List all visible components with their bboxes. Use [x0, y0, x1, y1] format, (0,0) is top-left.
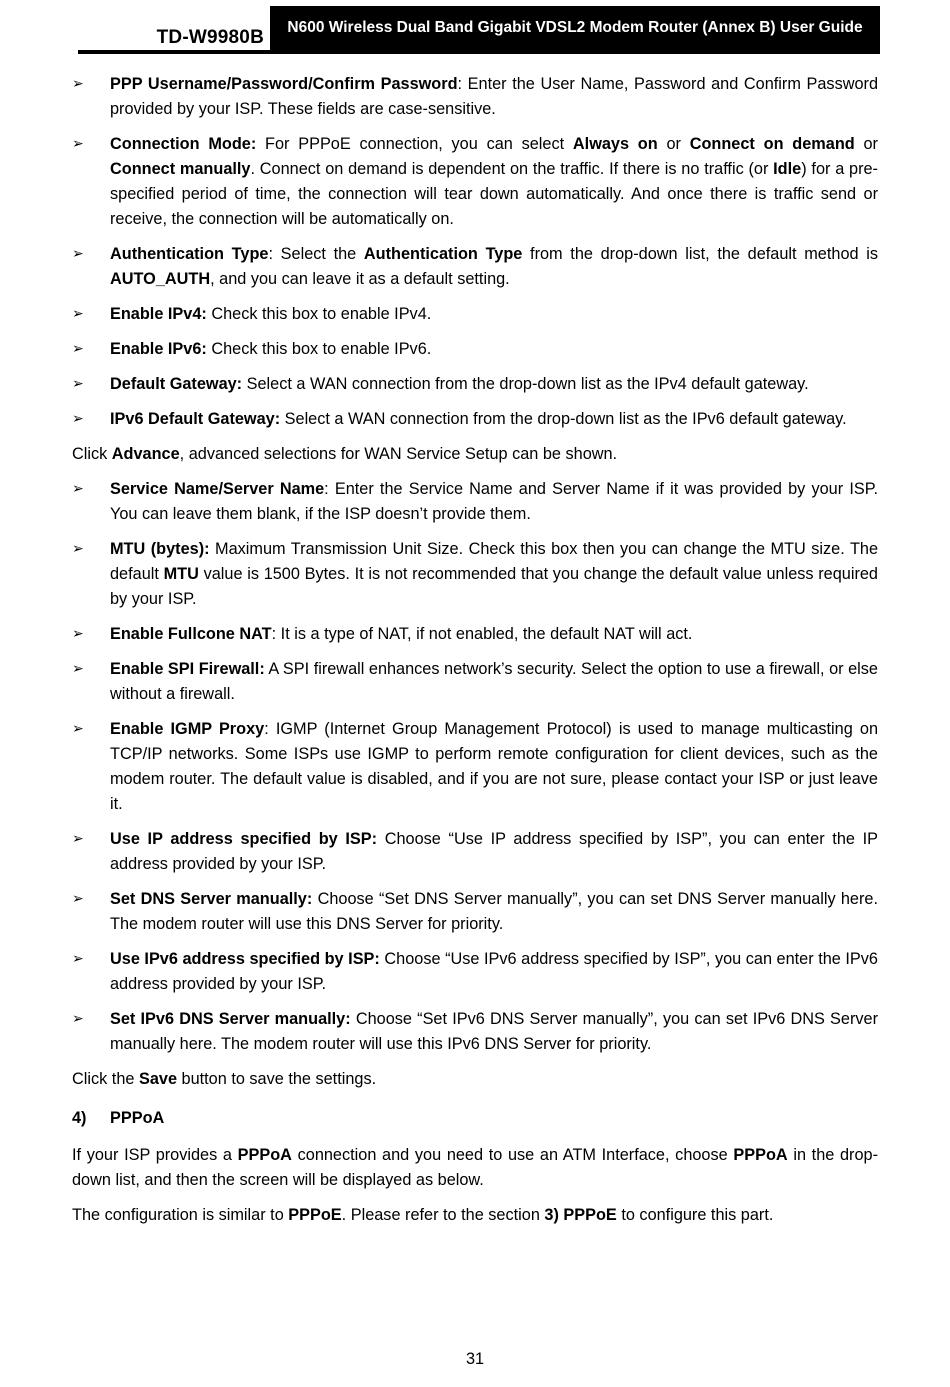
bold-text-run: Use IP address specified by ISP: [110, 830, 378, 848]
bullet-text [110, 827, 878, 877]
bullet-text [110, 407, 878, 432]
bullet-item [72, 337, 878, 362]
text-run: , advanced selections for WAN Service Setup can be shown. [179, 445, 618, 463]
bullet-arrow-icon: ➢ [72, 541, 84, 557]
bullet-item [72, 242, 878, 292]
bullet-item [72, 132, 878, 232]
bold-text-run: PPPoA [237, 1146, 292, 1164]
bullet-text [110, 537, 878, 612]
bullet-arrow-icon: ➢ [72, 721, 84, 737]
text-run: Select a WAN connection from the drop-down list as the IPv6 default gateway. [280, 410, 847, 428]
header-title: N600 Wireless Dual Band Gigabit VDSL2 Modem Router (Annex B) User Guide [287, 19, 863, 36]
bold-text-run: Authentication Type [363, 245, 523, 263]
paragraph [72, 1067, 878, 1092]
bold-text-run: Advance [111, 445, 180, 463]
bold-text-run: Enable SPI Firewall: [110, 660, 265, 678]
bullet-item [72, 827, 878, 877]
bullet-arrow-icon: ➢ [72, 481, 84, 497]
bullet-arrow-icon: ➢ [72, 136, 84, 152]
text-run: : Enter the Service Name and Server Name if it was provided by your ISP. You can leave them blank, if the ISP doesn’t provide them. [110, 480, 878, 523]
text-run: Check this box to enable IPv6. [206, 340, 432, 358]
bold-text-run: Set DNS Server manually: [110, 890, 313, 908]
bold-text-run: Enable IPv6: [110, 340, 207, 358]
text-run: The configuration is similar to [72, 1206, 289, 1224]
document-content [72, 72, 878, 1238]
bold-text-run: Service Name/Server Name [110, 480, 325, 498]
text-run: Check this box to enable IPv4. [206, 305, 432, 323]
paragraph [72, 1203, 878, 1228]
bold-text-run: Set IPv6 DNS Server manually: [110, 1010, 351, 1028]
bold-text-run: Default Gateway: [110, 375, 243, 393]
bold-text-run: PPP Username/Password/Confirm Password [110, 75, 458, 93]
header-model-number: TD-W9980B [156, 27, 264, 48]
text-run: or [657, 135, 690, 153]
bold-text-run: Always on [572, 135, 658, 153]
text-run: Click the [72, 1070, 139, 1088]
text-run: Maximum Transmission Unit Size. Check this box then you can change the MTU size. The default [110, 540, 879, 583]
bullet-arrow-icon: ➢ [72, 831, 84, 847]
text-run: ) for a pre-specified period of time, the connection will tear down automatically. And once there is traffic send or receive, the connection will be automatically on. [110, 160, 878, 228]
text-run: For PPPoE connection, you can select [256, 135, 573, 153]
bullet-arrow-icon: ➢ [72, 626, 84, 642]
text-run: A SPI firewall enhances network’s security. Select the option to use a firewall, or else without a firewall. [110, 660, 878, 703]
bullet-arrow-icon: ➢ [72, 246, 84, 262]
bullet-item [72, 887, 878, 937]
bullet-arrow-icon: ➢ [72, 1011, 84, 1027]
bullet-text [110, 132, 878, 232]
bullet-item [72, 622, 878, 647]
text-run: . Connect on demand is dependent on the traffic. If there is no traffic (or [250, 160, 774, 178]
bold-text-run: MTU [163, 565, 199, 583]
page-number: 31 [465, 1350, 485, 1368]
bold-text-run: IPv6 Default Gateway: [110, 410, 281, 428]
bold-text-run: Enable Fullcone NAT [110, 625, 272, 643]
bullet-arrow-icon: ➢ [72, 76, 84, 92]
bold-text-run: Idle [773, 160, 802, 178]
text-run: or [854, 135, 878, 153]
text-run: to configure this part. [616, 1206, 774, 1224]
heading-label: PPPoA [110, 1109, 165, 1127]
bullet-text [110, 302, 878, 327]
bullet-text [110, 1007, 878, 1057]
bold-text-run: 3) PPPoE [544, 1206, 617, 1224]
bullet-item [72, 657, 878, 707]
section-heading [72, 1106, 878, 1131]
text-run: Choose “Use IP address specified by ISP”, you can enter the IP address provided by your ISP. [110, 830, 879, 873]
bullet-arrow-icon: ➢ [72, 661, 84, 677]
bullet-text [110, 657, 878, 707]
bullet-text [110, 372, 878, 397]
bold-text-run: MTU (bytes): [110, 540, 210, 558]
bullet-item [72, 302, 878, 327]
bold-text-run: PPPoE [288, 1206, 342, 1224]
bullet-text [110, 242, 878, 292]
bullet-text [110, 887, 878, 937]
bullet-text [110, 72, 878, 122]
text-run: : IGMP (Internet Group Management Protocol) is used to manage multicasting on TCP/IP networks. Some ISPs use IGMP to perform remote configuration for client devices, such as the modem router. The default value is disabled, and if you are not sure, please contact your ISP or just leave it. [110, 720, 878, 813]
text-run: Choose “Set IPv6 DNS Server manually”, you can set IPv6 DNS Server manually here. The modem router will use this IPv6 DNS Server for priority. [110, 1010, 878, 1053]
bold-text-run: Authentication Type [110, 245, 269, 263]
page-footer [0, 1350, 950, 1369]
text-run: Select a WAN connection from the drop-down list as the IPv4 default gateway. [242, 375, 809, 393]
bold-text-run: Connect manually [110, 160, 251, 178]
text-run: from the drop-down list, the default method is [522, 245, 878, 263]
bullet-arrow-icon: ➢ [72, 891, 84, 907]
text-run: If your ISP provides a [72, 1146, 238, 1164]
bullet-item [72, 947, 878, 997]
bullet-text [110, 717, 878, 817]
bullet-arrow-icon: ➢ [72, 376, 84, 392]
header-title-bar [270, 6, 880, 50]
bullet-item [72, 372, 878, 397]
text-run: : Select the [268, 245, 364, 263]
bold-text-run: Enable IGMP Proxy [110, 720, 265, 738]
text-run: button to save the settings. [177, 1070, 377, 1088]
text-run: value is 1500 Bytes. It is not recommended that you change the default value unless required by your ISP. [110, 565, 878, 608]
bullet-item [72, 72, 878, 122]
text-run: : Enter the User Name, Password and Confirm Password provided by your ISP. These fields are case-sensitive. [110, 75, 878, 118]
text-run: , and you can leave it as a default setting. [210, 270, 510, 288]
bold-text-run: Connection Mode: [110, 135, 257, 153]
text-run: Choose “Use IPv6 address specified by ISP”, you can enter the IPv6 address provided by your ISP. [110, 950, 878, 993]
bold-text-run: Connect on demand [689, 135, 855, 153]
bold-text-run: Save [138, 1070, 177, 1088]
bullet-item [72, 1007, 878, 1057]
bullet-item [72, 477, 878, 527]
bullet-arrow-icon: ➢ [72, 341, 84, 357]
bullet-text [110, 622, 878, 647]
paragraph [72, 1143, 878, 1193]
bold-text-run: Enable IPv4: [110, 305, 207, 323]
bold-text-run: PPPoA [733, 1146, 788, 1164]
bullet-text [110, 477, 878, 527]
bold-text-run: AUTO_AUTH [110, 270, 211, 288]
text-run: : It is a type of NAT, if not enabled, the default NAT will act. [271, 625, 693, 643]
heading-number: 4) [72, 1109, 87, 1127]
bullet-item [72, 717, 878, 817]
text-run: . Please refer to the section [341, 1206, 545, 1224]
text-run: connection and you need to use an ATM Interface, choose [291, 1146, 734, 1164]
text-run: Click [72, 445, 112, 463]
bullet-arrow-icon: ➢ [72, 306, 84, 322]
paragraph [72, 442, 878, 467]
page-header [78, 6, 880, 54]
bullet-arrow-icon: ➢ [72, 951, 84, 967]
bullet-arrow-icon: ➢ [72, 411, 84, 427]
bullet-text [110, 337, 878, 362]
bold-text-run: Use IPv6 address specified by ISP: [110, 950, 380, 968]
text-run: in the drop-down list, and then the screen will be displayed as below. [72, 1146, 878, 1189]
bullet-item [72, 407, 878, 432]
bullet-item [72, 537, 878, 612]
bullet-text [110, 947, 878, 997]
text-run: Choose “Set DNS Server manually”, you can set DNS Server manually here. The modem router will use this DNS Server for priority. [110, 890, 878, 933]
